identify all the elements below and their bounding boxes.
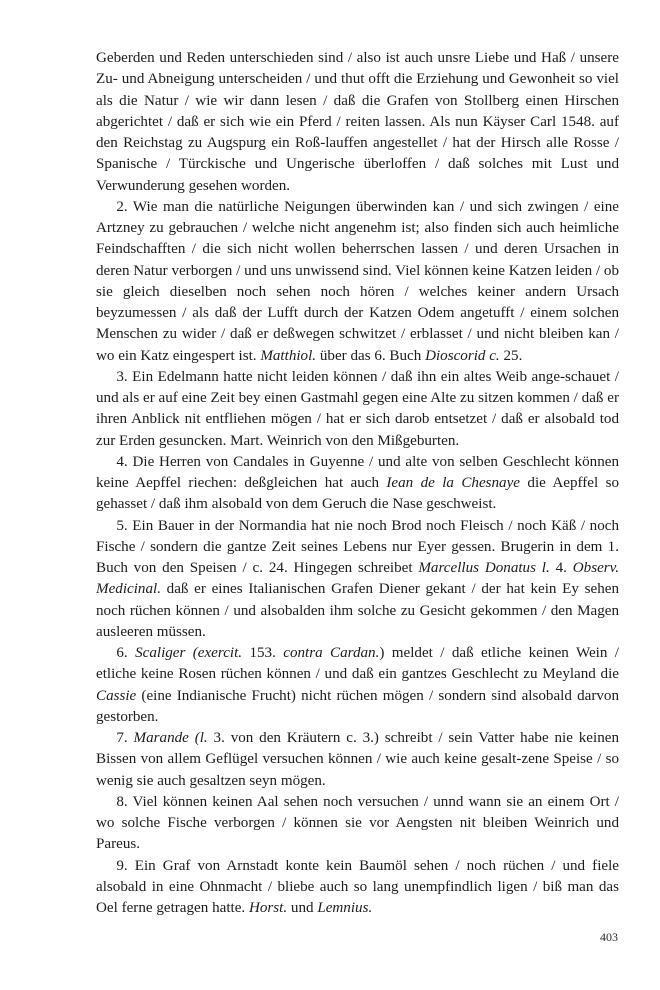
text-segment: 5. Ein Bauer in der Normandia hat nie noch Brod noch Fleisch / noch Käß / noch Fische / sondern die gantze Zeit seines Lebens nur Eyer gessen. Brugerin in dem 1. Buch von den Speisen / c. 24. Hingegen schreibet — [96, 517, 619, 576]
paragraph-2 — [96, 197, 619, 367]
citation-italic: Matthiol. — [260, 347, 317, 364]
text-segment: 3. von den Kräutern c. 3.) schreibt / sein Vatter habe nie keinen Bissen von allem Geflügel versuchen können / wie auch keine gesalt-zene Speise / so wenig sie auch gesaltzen seyn mögen. — [96, 730, 619, 789]
text-segment: daß er eines Italianischen Grafen Diener gekant / der hat kein Ey sehen noch rüchen können / und alsobalden ihm solche zu Gesicht gekommen / den Magen ausleeren müssen. — [96, 581, 619, 640]
citation-italic: Lemnius. — [317, 900, 373, 916]
text-segment: 6. — [116, 645, 136, 661]
paragraph-3 — [96, 367, 619, 452]
citation-italic: Scaliger (exercit. — [135, 645, 243, 661]
text-segment: 4. Die Herren von Candales in Guyenne / und alte von selben Geschlecht können keine Aepffel riechen: deßgleichen hat auch — [96, 453, 619, 491]
text-segment: 8. Viel können keinen Aal sehen noch versuchen / unnd wann sie an einem Ort / wo solche Fische verborgen / können sie vor Aengsten nit bleiben Weinrich und Pareus. — [96, 793, 619, 853]
citation-italic: Horst. — [248, 900, 288, 916]
text-segment: ) meldet / daß etliche keinen Wein / etliche keine Rosen rüchen können / und daß ein gantzes Geschlecht zu Meyland die — [96, 645, 620, 683]
text-segment: 9. Ein Graf von Arnstadt konte kein Baumöl sehen / noch rüchen / und fiele alsobald in eine Ohnmacht / bliebe auch so lang unempfindlich ligen / biß man das Oel ferne getragen hatte. — [96, 857, 619, 916]
paragraph-9 — [96, 856, 619, 920]
text-segment: und — [287, 900, 318, 916]
text-segment: 153. — [242, 645, 284, 661]
text-segment: über das 6. Buch — [316, 347, 426, 364]
text-segment: 7. — [116, 730, 134, 746]
page-text-block — [96, 48, 619, 919]
citation-italic: Marcellus Donatus l. — [418, 560, 550, 576]
text-segment: die Aepffel so gehasset / daß ihm alsobald von dem Geruch die Nase geschweist. — [96, 475, 619, 513]
citation-italic: Marande (l. — [133, 730, 208, 746]
text-segment: 3. Ein Edelmann hatte nicht leiden können / daß ihn ein altes Weib ange-schauet / und als er auf eine Zeit bey einen Gastmahl gegen eine Alte zu sitzen kommen / daß er ihren Anblick nit entfliehen mögen / hat er sich darob entsetzet / daß er alsobald tod zur Erden gesuncken. Mart. Weinrich von den Mißgeburten. — [96, 368, 619, 449]
citation-italic: Dioscorid c. — [425, 347, 500, 364]
paragraph-8 — [96, 792, 619, 856]
paragraph-continued — [96, 48, 619, 197]
citation-italic: contra Cardan. — [283, 645, 380, 661]
text-segment: Geberden und Reden unterschieden sind / also ist auch unsre Liebe und Haß / unsere Zu- und Abneigung unterscheiden / und thut offt die Erziehung und Gewonheit so viel als die Natur / wie wir dann lesen / daß die Grafen von Stollberg einen Hirschen abgerichtet / daß er sich wie ein Pferd / reiten lassen. Als nun Käyser Carl 1548. auf den Reichstag zu Augspurg ein Roß-lauffen angestellet / hat der Hirsch alle Rosse / Spanische / Türckische und Ungerische überloffen / daß solches mit Lust und Verwunderung gesehen worden. — [96, 50, 619, 194]
paragraph-4 — [96, 452, 619, 516]
citation-italic: Observ. Medicinal. — [96, 560, 619, 598]
paragraph-7 — [96, 728, 619, 792]
text-segment: (eine Indianische Frucht) nicht rüchen mögen / sondern sind alsobald darvon gestorben. — [96, 687, 619, 725]
text-segment: 4. — [549, 560, 573, 576]
paragraph-6 — [96, 643, 619, 728]
paragraph-5 — [96, 516, 619, 644]
text-segment: 2. Wie man die natürliche Neigungen überwinden kan / und sich zwingen / eine Artzney zu gebrauchen / welche nicht angenehm ist; also finden sich auch heimliche Feindschafften / die sich nicht wollen beherrschen lassen / und deren Ursachen in deren Natur verborgen / und uns unwissend sind. Viel können keine Katzen leiden / ob sie gleich dieselben noch sehen noch hören / welches keiner andern Ursach beyzumessen / als daß der Lufft durch der Katzen Odem angetufft / einem solchen Menschen zu wider / daß er deßwegen schwitzet / erblasset / und nicht bleiben kan / wo ein Katz eingespert ist. — [96, 198, 619, 364]
text-segment: 25. — [499, 347, 523, 364]
citation-italic: Iean de la Chesnaye — [386, 475, 521, 491]
page-number: 403 — [600, 930, 618, 944]
citation-italic: Cassie — [96, 687, 137, 704]
